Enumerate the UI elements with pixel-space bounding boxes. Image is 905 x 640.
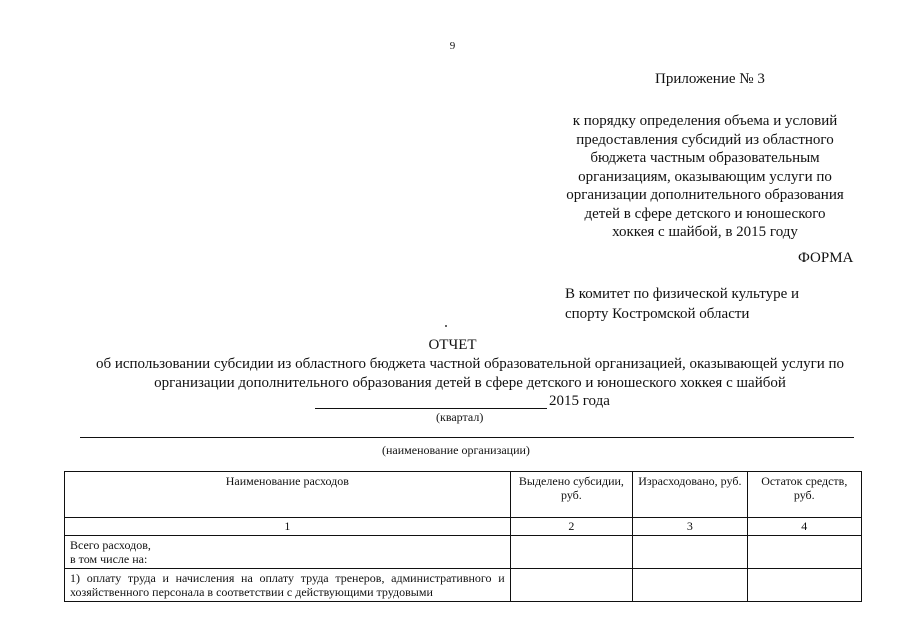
order-line: предоставления субсидий из областного [576, 131, 834, 148]
form-label: ФОРМА [798, 250, 854, 266]
addressee-line: спорту Костромской области [565, 306, 750, 322]
appendix-title: Приложение № 3 [655, 71, 765, 87]
header-expense-name: Наименование расходов [65, 472, 511, 518]
column-number: 4 [747, 518, 861, 536]
table-row [65, 536, 862, 569]
spent-cell [633, 536, 747, 569]
order-line: организации дополнительного образования [566, 187, 844, 203]
column-number: 2 [510, 518, 632, 536]
header-allocated: Выделено субсидии, руб. [510, 472, 632, 518]
report-title: ОТЧЕТ [428, 337, 477, 353]
order-line: к порядку определения объема и условий [572, 113, 838, 129]
quarter-note: (квартал) [436, 410, 484, 424]
order-reference [555, 112, 855, 242]
scan-speck [445, 325, 447, 327]
header-remaining: Остаток средств, руб. [747, 472, 861, 518]
organization-note: (наименование организации) [382, 443, 530, 457]
expense-name-cell [65, 536, 511, 569]
order-line: организациям, оказывающим услуги по [578, 168, 832, 185]
column-number: 3 [633, 518, 747, 536]
allocated-cell [510, 536, 632, 569]
addressee [565, 284, 799, 324]
expense-name-cell: 1) оплату труда и начисления на оплату труда тренеров, административного и хозяйственного персонала в соответствии с действующими трудовыми [65, 569, 511, 602]
expense-name-line: Всего расходов, [70, 538, 151, 552]
expense-name-line: в том числе на: [70, 552, 148, 566]
remaining-cell [747, 569, 861, 602]
spent-cell [633, 569, 747, 602]
column-number-row [65, 518, 862, 536]
column-number: 1 [65, 518, 511, 536]
report-subtitle: об использовании субсидии из областного бюджета частной образовательной организацией, оказывающей услуги по организации дополнительного образования детей в сфере детского и юношеского хоккея с шайбой [95, 356, 845, 391]
expense-table [64, 471, 862, 602]
quarter-fill-line [315, 408, 547, 409]
table-row [65, 569, 862, 602]
remaining-cell [747, 536, 861, 569]
addressee-line: В комитет по физической культуре и [565, 286, 800, 302]
header-spent: Израсходовано, руб. [633, 472, 747, 518]
page-number: 9 [449, 40, 456, 52]
organization-fill-line [80, 437, 854, 438]
order-line: бюджета частным образовательным [590, 150, 820, 166]
table-header-row [65, 472, 862, 518]
order-line: хоккея с шайбой, в 2015 году [612, 224, 798, 240]
allocated-cell [510, 569, 632, 602]
period-year: 2015 года [549, 393, 610, 409]
order-line: детей в сфере детского и юношеского [584, 205, 826, 222]
